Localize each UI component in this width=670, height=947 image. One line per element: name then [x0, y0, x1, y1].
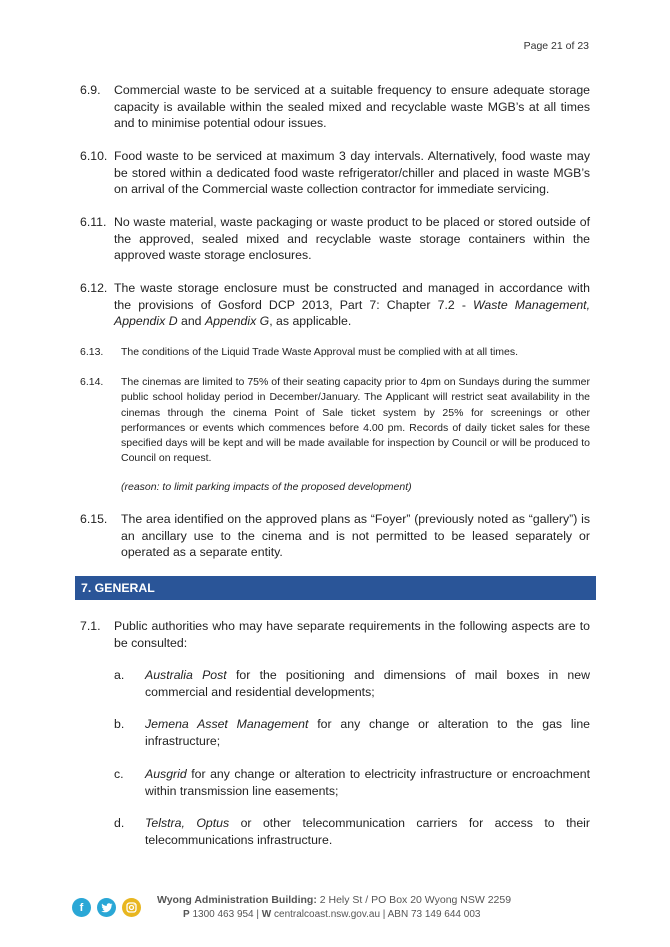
subitem-b: [114, 716, 590, 749]
condition-number: 6.11.: [80, 215, 107, 229]
condition-text: Commercial waste to be serviced at a suitable frequency to ensure adequate storage capacity is available within the sealed mixed and recyclable waste MGB’s at all times and to minimise potential odour issues.: [114, 83, 590, 130]
condition-number: 6.14.: [80, 376, 104, 388]
reason-note: (reason: to limit parking impacts of the proposed development): [121, 481, 412, 493]
subitem-letter: c.: [114, 767, 124, 781]
condition-text: The waste storage enclosure must be constructed and managed in accordance with the provisions of Gosford DCP 2013, Part 7: Chapter 7.2 - Waste Management, Appendix D and Appendix G, as applicable.: [114, 281, 590, 328]
condition-6-15: [80, 511, 590, 561]
condition-number: 6.12.: [80, 281, 108, 295]
condition-text: Food waste to be serviced at maximum 3 day intervals. Alternatively, food waste may be stored within a dedicated food waste refrigerator/chiller and placed in waste MGB’s on arrival of the Commercial waste collection contractor for immediate servicing.: [114, 149, 590, 196]
condition-text: The area identified on the approved plans as “Foyer” (previously noted as “gallery”) is an ancillary use to the cinema and is not permitted to be leased separately or operated as a separate entity.: [121, 512, 590, 559]
subitem-d: [114, 815, 590, 848]
subitem-text: Telstra, Optus or other telecommunication carriers for access to their telecommunications infrastructure.: [145, 816, 591, 847]
page-number: Page 21 of 23: [523, 40, 589, 52]
instagram-icon[interactable]: [122, 898, 141, 917]
section-heading: 7. GENERAL: [75, 576, 596, 600]
condition-number: 6.15.: [80, 512, 108, 526]
condition-text: The cinemas are limited to 75% of their seating capacity prior to 4pm on Sundays during the summer public school holiday period in December/January. The Applicant will restrict seat availability in the cinemas through the cinema Point of Sale ticket system by 25% for screenings or other performances or events which commences before 4.00 pm. Records of daily ticket sales for these specified days will be kept and will be made available for inspection by Council or will be produced to Council on request.: [121, 376, 590, 465]
condition-text: Public authorities who may have separate requirements in the following aspects are to be consulted:: [114, 619, 590, 650]
subitem-text: Australia Post for the positioning and dimensions of mail boxes in new commercial and residential developments;: [145, 668, 590, 699]
condition-6-10: [80, 148, 590, 198]
footer-contact: P 1300 463 954 | W centralcoast.nsw.gov.au | ABN 73 149 644 003: [183, 909, 481, 920]
condition-6-12: [80, 280, 590, 330]
condition-6-13: [80, 345, 590, 360]
subitem-letter: d.: [114, 816, 125, 830]
condition-text: No waste material, waste packaging or waste product to be placed or stored outside of the approved, sealed mixed and recyclable waste storage containers within the approved waste storage enclosures.: [114, 215, 590, 262]
condition-6-14: [80, 375, 590, 467]
footer-address: Wyong Administration Building: 2 Hely St / PO Box 20 Wyong NSW 2259: [157, 894, 512, 906]
condition-number: 7.1.: [80, 619, 101, 633]
facebook-icon[interactable]: f: [72, 898, 91, 917]
subitem-a: [114, 667, 590, 700]
condition-number: 6.10.: [80, 149, 108, 163]
condition-7-1: [80, 618, 590, 651]
condition-6-9: [80, 82, 590, 132]
twitter-icon[interactable]: [97, 898, 116, 917]
subitem-text: Ausgrid for any change or alteration to electricity infrastructure or encroachment within transmission line easements;: [145, 767, 590, 798]
subitem-c: [114, 766, 590, 799]
condition-6-11: [80, 214, 590, 264]
condition-number: 6.13.: [80, 346, 104, 358]
subitem-text: Jemena Asset Management for any change or alteration to the gas line infrastructure;: [145, 717, 591, 748]
condition-number: 6.9.: [80, 83, 101, 97]
condition-text: The conditions of the Liquid Trade Waste Approval must be complied with at all times.: [121, 346, 519, 358]
subitem-letter: b.: [114, 717, 125, 731]
social-icons: [72, 898, 141, 917]
subitem-letter: a.: [114, 668, 125, 682]
